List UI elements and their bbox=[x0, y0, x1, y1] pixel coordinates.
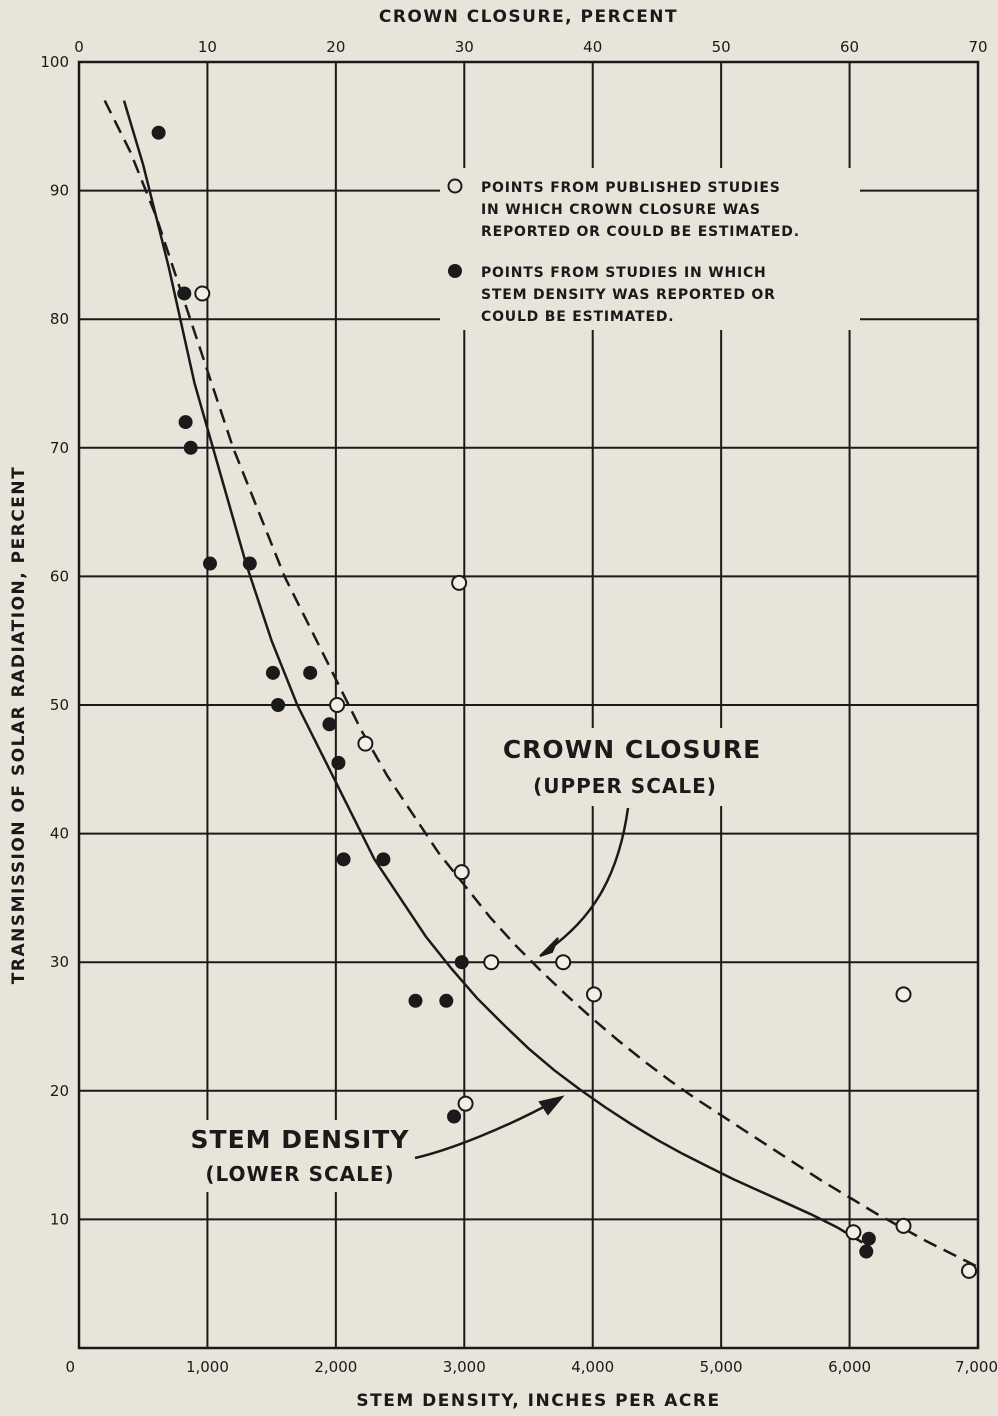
top-axis-title: CROWN CLOSURE, PERCENT bbox=[378, 7, 679, 27]
filled-data-point bbox=[331, 756, 345, 770]
filled-data-point bbox=[266, 666, 280, 680]
bottom-tick-label: 6,000 bbox=[828, 1358, 872, 1376]
bottom-tick-label: 3,000 bbox=[442, 1358, 486, 1376]
bottom-tick-label: 1,000 bbox=[185, 1358, 229, 1376]
filled-data-point bbox=[455, 955, 469, 969]
filled-data-point bbox=[376, 852, 390, 866]
legend-entry-text: POINTS FROM PUBLISHED STUDIES bbox=[481, 180, 781, 196]
y-tick-label: 60 bbox=[49, 567, 69, 586]
open-data-point bbox=[459, 1097, 473, 1111]
y-tick-label: 70 bbox=[49, 438, 69, 457]
y-axis-title: TRANSMISSION OF SOLAR RADIATION, PERCENT bbox=[9, 465, 29, 985]
bottom-tick-label: 4,000 bbox=[571, 1358, 615, 1376]
bottom-axis-title: STEM DENSITY, INCHES PER ACRE bbox=[356, 1391, 721, 1411]
top-tick-label: 0 bbox=[74, 38, 84, 56]
legend-entry-text: COULD BE ESTIMATED. bbox=[481, 309, 675, 325]
bottom-tick-label: 0 bbox=[65, 1358, 75, 1376]
top-tick-label: 50 bbox=[711, 38, 731, 56]
open-data-point bbox=[846, 1225, 860, 1239]
legend-entry-text: REPORTED OR COULD BE ESTIMATED. bbox=[481, 224, 800, 240]
crown-closure-annotation-title: CROWN CLOSURE bbox=[502, 735, 762, 764]
filled-data-point bbox=[408, 994, 422, 1008]
open-data-point bbox=[484, 955, 498, 969]
top-tick-label: 30 bbox=[454, 38, 474, 56]
filled-data-point bbox=[243, 557, 257, 571]
y-tick-label: 40 bbox=[49, 824, 69, 843]
filled-data-point bbox=[322, 717, 336, 731]
bottom-tick-label: 2,000 bbox=[314, 1358, 358, 1376]
bottom-tick-label: 5,000 bbox=[699, 1358, 743, 1376]
filled-data-point bbox=[271, 698, 285, 712]
open-data-point bbox=[195, 286, 209, 300]
legend-filled-marker bbox=[448, 264, 462, 278]
open-data-point bbox=[556, 955, 570, 969]
filled-data-point bbox=[179, 415, 193, 429]
top-tick-label: 40 bbox=[583, 38, 603, 56]
y-tick-label: 80 bbox=[49, 310, 69, 329]
open-data-point bbox=[897, 1219, 911, 1233]
y-tick-label: 50 bbox=[49, 696, 69, 714]
filled-data-point bbox=[303, 666, 317, 680]
crown-closure-annotation-subtitle: (UPPER SCALE) bbox=[533, 774, 717, 798]
y-tick-label: 100 bbox=[40, 53, 69, 71]
open-data-point bbox=[330, 698, 344, 712]
y-tick-label: 30 bbox=[49, 953, 69, 972]
legend-open-marker bbox=[449, 180, 462, 193]
filled-data-point bbox=[859, 1245, 873, 1259]
y-tick-label: 10 bbox=[49, 1210, 69, 1229]
filled-data-point bbox=[152, 126, 166, 140]
filled-data-point bbox=[203, 557, 217, 571]
filled-data-point bbox=[337, 852, 351, 866]
open-data-point bbox=[455, 865, 469, 879]
stem-density-annotation-subtitle: (LOWER SCALE) bbox=[205, 1162, 395, 1186]
top-tick-label: 20 bbox=[326, 38, 346, 56]
open-data-point bbox=[358, 737, 372, 751]
bottom-tick-label: 7,000 bbox=[955, 1358, 998, 1376]
top-tick-label: 60 bbox=[840, 38, 860, 56]
open-data-point bbox=[962, 1264, 976, 1278]
open-data-point bbox=[452, 576, 466, 590]
filled-data-point bbox=[439, 994, 453, 1008]
top-tick-label: 70 bbox=[968, 38, 988, 56]
stem-density-annotation-title: STEM DENSITY bbox=[190, 1125, 410, 1154]
y-tick-label: 90 bbox=[49, 181, 69, 200]
filled-data-point bbox=[177, 286, 191, 300]
open-data-point bbox=[587, 987, 601, 1001]
legend-entry-text: POINTS FROM STUDIES IN WHICH bbox=[481, 265, 767, 281]
top-tick-label: 10 bbox=[197, 38, 217, 56]
open-data-point bbox=[897, 987, 911, 1001]
filled-data-point bbox=[184, 441, 198, 455]
filled-data-point bbox=[862, 1232, 876, 1246]
filled-data-point bbox=[447, 1110, 461, 1124]
legend-entry-text: IN WHICH CROWN CLOSURE WAS bbox=[481, 202, 761, 218]
y-tick-label: 20 bbox=[49, 1081, 69, 1100]
legend-entry-text: STEM DENSITY WAS REPORTED OR bbox=[481, 287, 776, 303]
